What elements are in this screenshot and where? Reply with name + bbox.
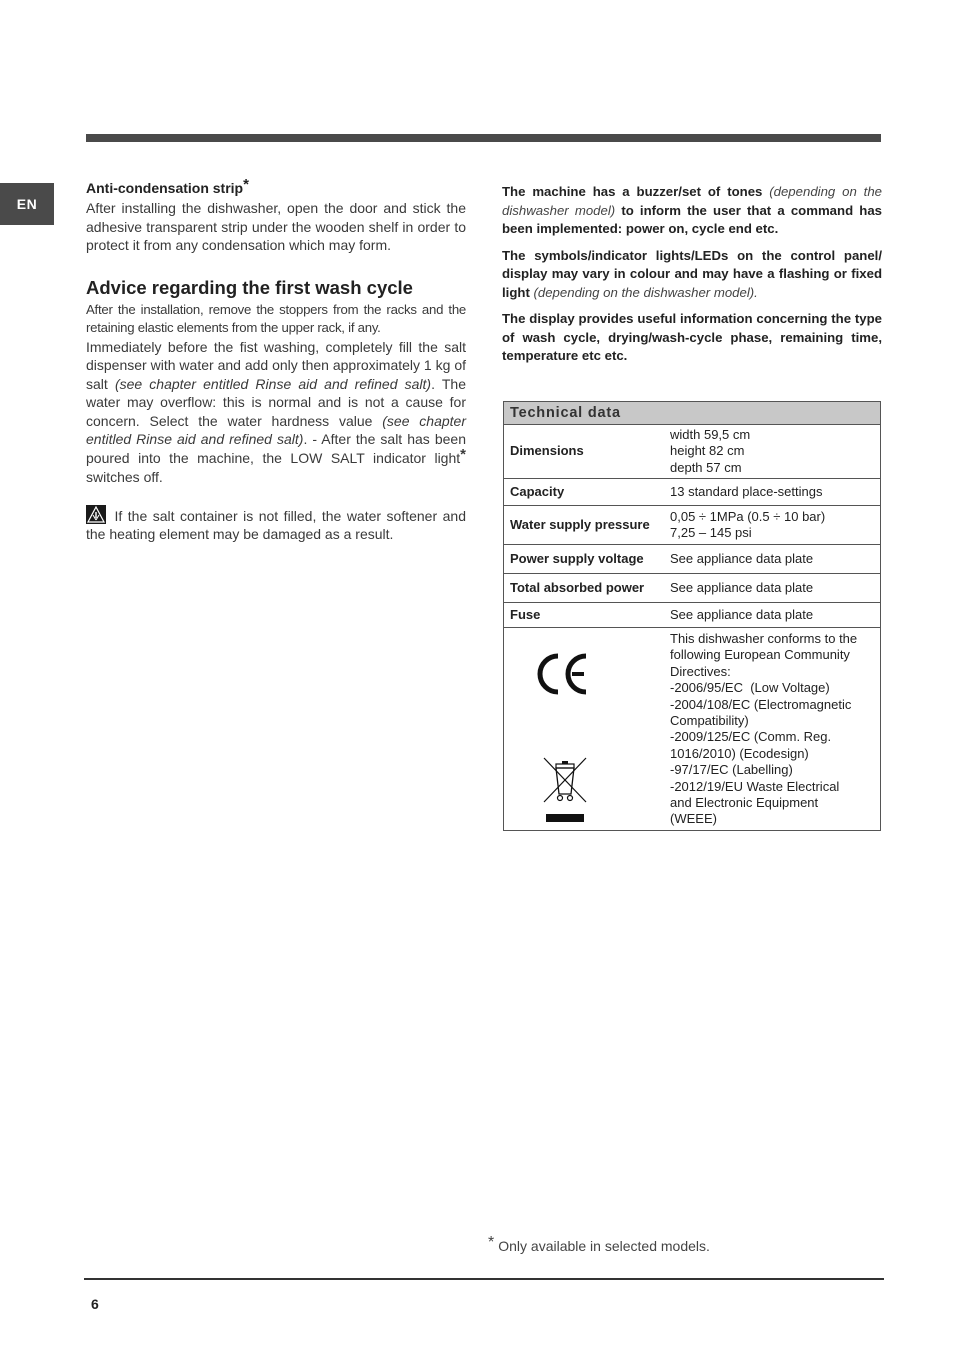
conformity-line: (WEEE) bbox=[670, 811, 717, 827]
row-label: Capacity bbox=[504, 479, 665, 506]
footnote-star: * bbox=[488, 1234, 495, 1251]
anti-condensation-text: After installing the dishwasher, open the door and stick the adhesive transparent strip under the wooden shelf in order to protect it from any condensation which may form. bbox=[86, 200, 466, 253]
technical-data-table bbox=[503, 401, 881, 831]
row-label: Water supply pressure bbox=[504, 506, 665, 545]
advice-text-c: . The water may overflow: this is normal and is not a cause for concern. Select the water hardness value bbox=[86, 375, 466, 429]
warning-text: If the salt container is not filled, the water softener and the heating element may be damaged as a result. bbox=[86, 507, 466, 542]
row-value: See appliance data plate bbox=[664, 603, 881, 628]
footnote-star: * bbox=[460, 445, 466, 463]
value-line: width 59,5 cm bbox=[670, 426, 751, 442]
conformity-line: following European Community bbox=[670, 647, 850, 663]
row-label: Fuse bbox=[504, 603, 665, 628]
warning-paragraph bbox=[86, 505, 466, 544]
footnote-text: Only available in selected models. bbox=[498, 1238, 710, 1254]
conformity-line: -2012/19/EU Waste Electrical bbox=[670, 778, 840, 794]
row-value: 13 standard place-settings bbox=[664, 479, 881, 506]
left-column bbox=[86, 178, 466, 544]
page-number: 6 bbox=[91, 1296, 99, 1312]
advice-text-f: switches off. bbox=[86, 469, 163, 485]
row-label: Power supply voltage bbox=[504, 545, 665, 574]
symbols-text-b: (depending on the dishwasher model). bbox=[533, 284, 758, 300]
advice-text-e: . - After the salt has been poured into the machine, the LOW SALT indicator light bbox=[86, 431, 466, 466]
row-label: Total absorbed power bbox=[504, 574, 665, 603]
buzzer-paragraph bbox=[502, 183, 882, 239]
row-value bbox=[664, 506, 881, 545]
footnote-star: * bbox=[243, 176, 249, 193]
conformity-line: -2009/125/EC (Comm. Reg. bbox=[670, 729, 832, 745]
conformity-line: Directives: bbox=[670, 663, 731, 679]
table-row bbox=[504, 479, 881, 506]
conformity-text-cell bbox=[664, 628, 881, 831]
advice-paragraph-1: After the installation, remove the stoppers from the racks and the retaining elastic elements from the upper rack, if any. bbox=[86, 301, 466, 335]
conformity-line: -2006/95/EC (Low Voltage) bbox=[670, 680, 830, 696]
row-value: See appliance data plate bbox=[664, 545, 881, 574]
symbols-paragraph bbox=[502, 247, 882, 303]
display-paragraph: The display provides useful information concerning the type of wash cycle, drying/wash-cycle phase, remaining time, temperature etc etc. bbox=[502, 311, 882, 363]
row-label: Dimensions bbox=[504, 425, 665, 479]
value-line: height 82 cm bbox=[670, 443, 745, 459]
top-divider-bar bbox=[86, 134, 881, 142]
advice-text-a: Immediately before the fist washing, completely fill the salt dispenser with water and add only then approximately 1 kg of salt bbox=[86, 338, 466, 392]
advice-paragraph-2 bbox=[86, 338, 466, 487]
table-row-conformity bbox=[504, 628, 881, 831]
symbols-text-a: The symbols/indicator lights/LEDs on the control panel/ display may vary in colour and may have a flashing or fixed light bbox=[502, 247, 882, 300]
conformity-line: -2004/108/EC (Electromagnetic bbox=[670, 696, 852, 712]
value-line: depth 57 cm bbox=[670, 459, 742, 475]
row-value: See appliance data plate bbox=[664, 574, 881, 603]
buzzer-text-a: The machine has a buzzer/set of tones bbox=[502, 184, 770, 199]
advice-ref-1: (see chapter entitled Rinse aid and refined salt) bbox=[114, 375, 432, 392]
anti-condensation-title bbox=[86, 178, 466, 199]
conformity-line: -97/17/EC (Labelling) bbox=[670, 762, 793, 778]
table-row bbox=[504, 545, 881, 574]
language-tab: EN bbox=[0, 183, 54, 225]
conformity-line: Compatibility) bbox=[670, 713, 749, 729]
value-line: 7,25 – 145 psi bbox=[670, 525, 752, 540]
table-row bbox=[504, 425, 881, 479]
anti-condensation-title-text: Anti-condensation strip bbox=[86, 180, 244, 196]
table-row bbox=[504, 506, 881, 545]
table-row bbox=[504, 574, 881, 603]
table-row bbox=[504, 603, 881, 628]
advice-title: Advice regarding the first wash cycle bbox=[86, 276, 413, 298]
conformity-icons-cell bbox=[504, 628, 665, 831]
warning-triangle-icon bbox=[86, 505, 106, 524]
buzzer-text-c: to inform the user that a command has been implemented: power on, cycle end etc. bbox=[502, 202, 882, 236]
footnote bbox=[488, 1234, 710, 1256]
weee-crossed-bin-icon bbox=[542, 756, 588, 824]
conformity-line: This dishwasher conforms to the bbox=[670, 631, 858, 646]
value-line: 0,05 ÷ 1MPa (0.5 ÷ 10 bar) bbox=[670, 508, 826, 524]
right-column bbox=[502, 183, 882, 374]
row-value bbox=[664, 425, 881, 479]
table-header: Technical data bbox=[504, 402, 881, 425]
conformity-line: and Electronic Equipment bbox=[670, 795, 819, 811]
bottom-divider-line bbox=[84, 1278, 884, 1280]
conformity-line: 1016/2010) (Ecodesign) bbox=[670, 745, 809, 761]
advice-ref-2: (see chapter entitled Rinse aid and refined salt) bbox=[86, 412, 466, 447]
buzzer-text-b: (depending on the dishwasher model) bbox=[502, 184, 882, 218]
ce-mark-icon bbox=[534, 652, 590, 696]
